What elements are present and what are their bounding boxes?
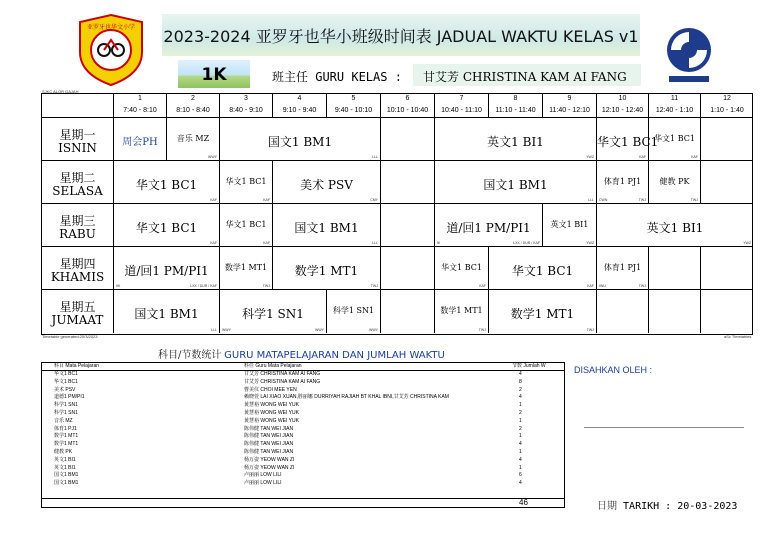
period-header: [381, 94, 435, 118]
timetable-slot: [381, 290, 435, 333]
period-time: 8:40 - 9:10: [229, 107, 263, 114]
timetable-slot: [649, 290, 701, 333]
summary-count: 1: [519, 402, 522, 409]
slot-code-left: CWN: [599, 198, 608, 202]
period-header: [649, 94, 701, 118]
summary-subject: 华文1 BC1: [54, 378, 78, 385]
day-name-ms: RABU: [59, 227, 96, 241]
timetable-slot: [114, 204, 220, 247]
period-number: 12: [723, 95, 731, 102]
timetable-slot: [381, 247, 435, 290]
period-header: [273, 94, 327, 118]
slot-teacher-code: LLL: [372, 241, 378, 245]
summary-count: 2: [519, 410, 522, 416]
timetable-slot: [273, 204, 381, 247]
title-banner: [162, 14, 640, 56]
slot-subject: 华文1 BC1: [511, 264, 574, 278]
summary-teacher: 陈伟健 TAN WEI JIAN: [244, 449, 294, 455]
slot-teacher-code: KAF: [210, 198, 217, 202]
slot-teacher-code: KAF: [263, 198, 270, 202]
summary-heading: [158, 346, 445, 361]
period-number: 3: [244, 95, 248, 102]
period-time: 10:40 - 11:10: [441, 107, 482, 114]
timetable-slot: [327, 290, 381, 333]
slot-code-left: IWU: [599, 284, 606, 288]
slot-teacher-code: KAF: [263, 241, 270, 245]
day-name-ms: ISNIN: [58, 141, 97, 155]
summary-teacher: 陈伟健 TAN WEI JIAN: [244, 433, 294, 440]
summary-row: [42, 449, 564, 456]
timetable-slot: [435, 290, 489, 333]
slot-subject: 道/回1 PM/PI1: [446, 221, 531, 235]
timetable-slot: [273, 247, 381, 290]
period-time: 9:40 - 10:10: [334, 107, 373, 114]
slot-subject: 国文1 BM1: [267, 135, 333, 149]
slot-subject: 数学1 MT1: [294, 264, 359, 278]
period-time: 7:40 - 8:10: [123, 107, 157, 114]
timetable-slot: [597, 247, 649, 290]
slot-teacher-code: LLL: [372, 155, 378, 159]
period-header: [167, 94, 220, 118]
summary-teacher: 陈伟健 TAN WEI JIAN: [244, 425, 294, 432]
summary-count: 4: [519, 456, 522, 463]
period-number: 7: [459, 95, 464, 102]
summary-teacher: 甘艾芳 CHRISTINA KAM AI FANG: [244, 378, 321, 385]
timetable-slot: [701, 118, 753, 161]
summary-teacher: 杨万姿 YEOW WAN ZI: [244, 456, 295, 463]
period-number: 1: [138, 95, 142, 102]
slot-teacher-code: LLL: [211, 328, 217, 332]
summary-row: [42, 472, 564, 479]
slot-subject: 华文1 BC1: [225, 177, 267, 186]
timetable-slot: [435, 118, 597, 161]
slot-teacher-code: KAF: [691, 155, 698, 159]
date-label-cn: 日期: [597, 501, 617, 512]
day-name-ms: SELASA: [52, 184, 103, 198]
logo-text: 亚罗牙也华文小学: [86, 24, 136, 31]
timetable-slot: [597, 161, 649, 204]
timetable-slot: [435, 161, 597, 204]
timetable-slot: [381, 204, 435, 247]
timetable-slot: [435, 204, 543, 247]
slot-subject: 科学1 SN1: [242, 307, 304, 321]
class-badge: [178, 60, 250, 88]
slot-teacher-code: KAF: [210, 241, 217, 245]
day-label: [42, 290, 114, 333]
slot-teacher-code: TWJ: [478, 328, 486, 332]
summary-row: [42, 457, 564, 464]
date-value: TARIKH : 20-03-2023: [623, 501, 738, 512]
timetable-slot: [597, 290, 649, 333]
generated-note: Timetable generated:20/3/2023: [42, 334, 98, 339]
timetable-slot: [649, 161, 701, 204]
summary-total: 46: [519, 498, 528, 507]
summary-teacher: 赖晓萱 LAI XIAO XUAN,胜丽娜 DURRIYAH RAJIAH BT KHAL IBNI,甘艾芳 CHRISTINA KAM: [244, 394, 449, 401]
slot-subject: 数学1 MT1: [510, 307, 575, 321]
day-label: [42, 247, 114, 290]
day-name-cn: 星期四: [59, 257, 96, 271]
summary-heading-cn: 科目/节数统计: [158, 350, 222, 361]
page-title: 2023-2024 亚罗牙也华小班级时间表 JADUAL WAKTU KELAS v1: [163, 27, 639, 46]
timetable-slot: [597, 204, 753, 247]
period-time: 8:10 - 8:40: [176, 107, 210, 114]
day-name-cn: 星期三: [59, 214, 96, 228]
summary-row: [42, 371, 564, 378]
slot-code-left: IK: [437, 241, 441, 245]
summary-row: [42, 410, 564, 417]
summary-teacher: 黄慧裕 WONG WEI YUK: [244, 402, 299, 409]
summary-col-subject: 科目 Mata Pelajaran: [54, 363, 100, 369]
summary-subject: 科学1 SN1: [54, 410, 78, 416]
slot-subject: 华文1 BC1: [654, 134, 695, 143]
period-header: [597, 94, 649, 118]
slot-teacher-code: YWZ: [586, 155, 594, 159]
slot-teacher-code: WWY: [369, 328, 378, 332]
slot-code-left: WWY: [222, 328, 231, 332]
period-time: 12:10 - 12:40: [601, 107, 644, 114]
period-header: [489, 94, 543, 118]
timetable-slot: [220, 118, 381, 161]
timetable-slot: [381, 118, 435, 161]
summary-row: [42, 465, 564, 472]
timetable-slot: [220, 247, 273, 290]
summary-teacher: 黄慧裕 WONG WEI YUK: [244, 417, 299, 424]
timetable-slot: [701, 290, 753, 333]
slot-subject: 音乐 MZ: [176, 134, 210, 143]
period-number: 10: [618, 95, 627, 102]
approved-by-label: DISAHKAN OLEH :: [574, 365, 653, 375]
slot-subject: 数学1 MT1: [224, 263, 268, 272]
slot-teacher-code: WWY: [208, 155, 217, 159]
period-header: [327, 94, 381, 118]
slot-teacher-code: KAF: [587, 284, 594, 288]
summary-row: [42, 402, 564, 409]
summary-count: 8: [519, 378, 522, 385]
period-number: 5: [351, 95, 356, 102]
summary-count: 1: [519, 449, 522, 455]
class-teacher-label: 班主任 GURU KELAS :: [272, 70, 402, 84]
slot-subject: 国文1 BM1: [134, 307, 199, 321]
slot-subject: 国文1 BM1: [294, 221, 359, 235]
summary-count: 2: [519, 425, 522, 432]
summary-count: 4: [519, 371, 522, 377]
class-code: 1K: [201, 65, 227, 85]
date-block: [597, 497, 737, 512]
slot-teacher-code: LLL: [588, 198, 594, 202]
period-header: [220, 94, 273, 118]
summary-row: [42, 441, 564, 448]
timetable-slot: [167, 118, 220, 161]
summary-subject: 美术 PSV: [54, 386, 76, 393]
summary-count: 1: [519, 417, 522, 424]
summary-count: 2: [519, 386, 522, 393]
summary-count: 6: [519, 472, 522, 479]
slot-subject: 健教 PK: [659, 177, 690, 186]
summary-subject: 健教 PK: [54, 449, 73, 455]
slot-subject: 华文1 BC1: [135, 221, 198, 235]
summary-subject: 数学1 MT1: [54, 441, 79, 448]
school-logo: [70, 12, 152, 88]
slot-subject: 华文1 BC1: [135, 178, 198, 192]
slot-teacher-code: TWJ: [262, 284, 270, 288]
summary-subject: 英文1 BI1: [54, 464, 76, 471]
timetable-slot: [543, 204, 597, 247]
period-number: 2: [191, 95, 195, 102]
slot-teacher-code: CMY: [370, 198, 378, 202]
day-name-ms: JUMAAT: [51, 313, 104, 327]
timetable-slot: [701, 247, 753, 290]
class-teacher-name: 甘艾芳 CHRISTINA KAM AI FANG: [413, 64, 641, 86]
summary-col-teacher: 科任 Guru Mata Pelajaran: [244, 363, 302, 369]
summary-row: [42, 394, 564, 401]
timetable-slot: [114, 290, 220, 333]
slot-teacher-code: TWJ: [638, 284, 646, 288]
timetable-slot: [114, 247, 220, 290]
summary-subject: 道德1 PM/PI1: [54, 394, 85, 401]
summary-count: 4: [519, 441, 522, 448]
slot-subject: 华文1 BC1: [225, 220, 267, 229]
period-number: 6: [405, 95, 410, 102]
summary-row: [42, 426, 564, 433]
timetable-grid: [41, 93, 753, 335]
timetable-slot: [649, 247, 701, 290]
period-number: 4: [297, 95, 302, 102]
summary-count: 1: [519, 433, 522, 440]
slot-teacher-code: LXX / DUR / KAF: [513, 241, 540, 245]
day-label: [42, 204, 114, 247]
slot-teacher-code: KAF: [479, 284, 486, 288]
day-name-cn: 星期二: [59, 171, 96, 185]
summary-row: [42, 387, 564, 394]
slot-subject: 周会PH: [122, 137, 158, 148]
slot-teacher-code: TWJ: [690, 198, 698, 202]
timetable-slot: [220, 161, 273, 204]
summary-count: 4: [519, 480, 522, 487]
period-time: 11:10 - 11:40: [495, 107, 536, 114]
day-label: [42, 118, 114, 161]
day-name-cn: 星期五: [59, 300, 96, 314]
slot-subject: 英文1 BI1: [487, 135, 544, 149]
period-time: 9:10 - 9:40: [282, 107, 317, 114]
summary-subject: 音乐 MZ: [54, 417, 73, 424]
slot-teacher-code: YWZ: [743, 241, 751, 245]
summary-col-count: 节数 Jumlah W: [512, 363, 546, 369]
period-number: 9: [567, 95, 572, 102]
timetable-slot: [435, 247, 489, 290]
slot-code-left: IIK: [116, 284, 121, 288]
period-header: [435, 94, 489, 118]
summary-subject: 国文1 BM1: [54, 472, 79, 479]
slot-teacher-code: TWJ: [638, 198, 646, 202]
summary-teacher: 曹美仪 CHOI MEE YEN: [244, 386, 297, 393]
slot-subject: 体育1 PJ1: [603, 263, 642, 272]
summary-subject: 体育1 PJ1: [54, 425, 77, 432]
school-name-small: SJKC ALOR GAJAH: [42, 89, 79, 94]
summary-count: 4: [519, 394, 522, 401]
slot-subject: 体育1 PJ1: [603, 177, 642, 186]
summary-teacher: 甘艾芳 CHRISTINA KAM AI FANG: [244, 371, 321, 377]
slot-subject: 华文1 BC1: [597, 135, 659, 149]
summary-row: [42, 480, 564, 487]
summary-subject: 国文1 BM1: [54, 480, 79, 487]
timetable-slot: [489, 247, 597, 290]
period-time: 12:40 - 1:10: [655, 107, 694, 114]
slot-subject: 英文1 BI1: [646, 221, 704, 235]
ministry-logo: [663, 20, 715, 86]
summary-heading-ms: GURU MATAPELAJARAN DAN JUMLAH WAKTU: [224, 350, 445, 361]
slot-teacher-code: LXX / DUR / KAF: [190, 284, 217, 288]
slot-subject: 国文1 BM1: [483, 178, 548, 192]
period-header: [543, 94, 597, 118]
summary-subject: 英文1 BI1: [54, 456, 76, 463]
summary-teacher: 卢丽丽 LOW LILI: [244, 472, 282, 479]
slot-teacher-code: YWZ: [586, 241, 594, 245]
generator-brand: aSc Timetables: [724, 334, 752, 339]
period-number: 11: [670, 95, 679, 102]
summary-teacher: 卢丽丽 LOW LILI: [244, 480, 282, 487]
summary-teacher: 陈伟健 TAN WEI JIAN: [244, 441, 294, 448]
timetable-slot: [489, 290, 597, 333]
summary-subject: 华文1 BC1: [54, 371, 78, 377]
slot-subject: 道/回1 PM/PI1: [124, 264, 209, 278]
summary-row: [42, 379, 564, 386]
summary-subject: 数学1 MT1: [54, 433, 79, 440]
timetable-slot: [701, 161, 753, 204]
slot-subject: 英文1 BI1: [550, 220, 589, 229]
timetable-slot: [597, 118, 659, 161]
period-time: 1:10 - 1:40: [710, 107, 744, 114]
slot-subject: 华文1 BC1: [441, 263, 482, 272]
subject-summary-table: [41, 362, 565, 508]
summary-row: [42, 433, 564, 440]
summary-total-divider: [42, 498, 564, 499]
day-label: [42, 161, 114, 204]
slot-subject: 科学1 SN1: [332, 306, 375, 315]
slot-subject: 数学1 MT1: [440, 306, 483, 315]
timetable-slot: [649, 118, 701, 161]
period-time: 10:10 - 10:40: [386, 107, 429, 114]
period-time: 11:40 - 12:10: [549, 107, 590, 114]
period-header: [701, 94, 753, 118]
timetable-slot: [273, 161, 381, 204]
period-header: [42, 94, 114, 118]
timetable-slot: [114, 161, 220, 204]
slot-teacher-code: KAF: [639, 155, 646, 159]
slot-teacher-code: TWJ: [586, 328, 594, 332]
signature-line: [584, 427, 744, 428]
slot-teacher-code: WWY: [315, 328, 324, 332]
summary-row: [42, 418, 564, 425]
period-header: [114, 94, 167, 118]
summary-teacher: 黄慧裕 WONG WEI YUK: [244, 410, 299, 416]
summary-subject: 科学1 SN1: [54, 402, 78, 409]
timetable-slot: [220, 290, 327, 333]
summary-teacher: 杨万姿 YEOW WAN ZI: [244, 464, 295, 471]
day-name-ms: KHAMIS: [50, 270, 105, 284]
summary-count: 1: [519, 464, 522, 471]
period-number: 8: [513, 95, 518, 102]
timetable-slot: [220, 204, 273, 247]
timetable-slot: [381, 161, 435, 204]
slot-subject: 美术 PSV: [300, 178, 353, 192]
slot-teacher-code: TWJ: [370, 284, 378, 288]
day-name-cn: 星期一: [59, 128, 96, 142]
timetable-slot: [114, 118, 167, 161]
